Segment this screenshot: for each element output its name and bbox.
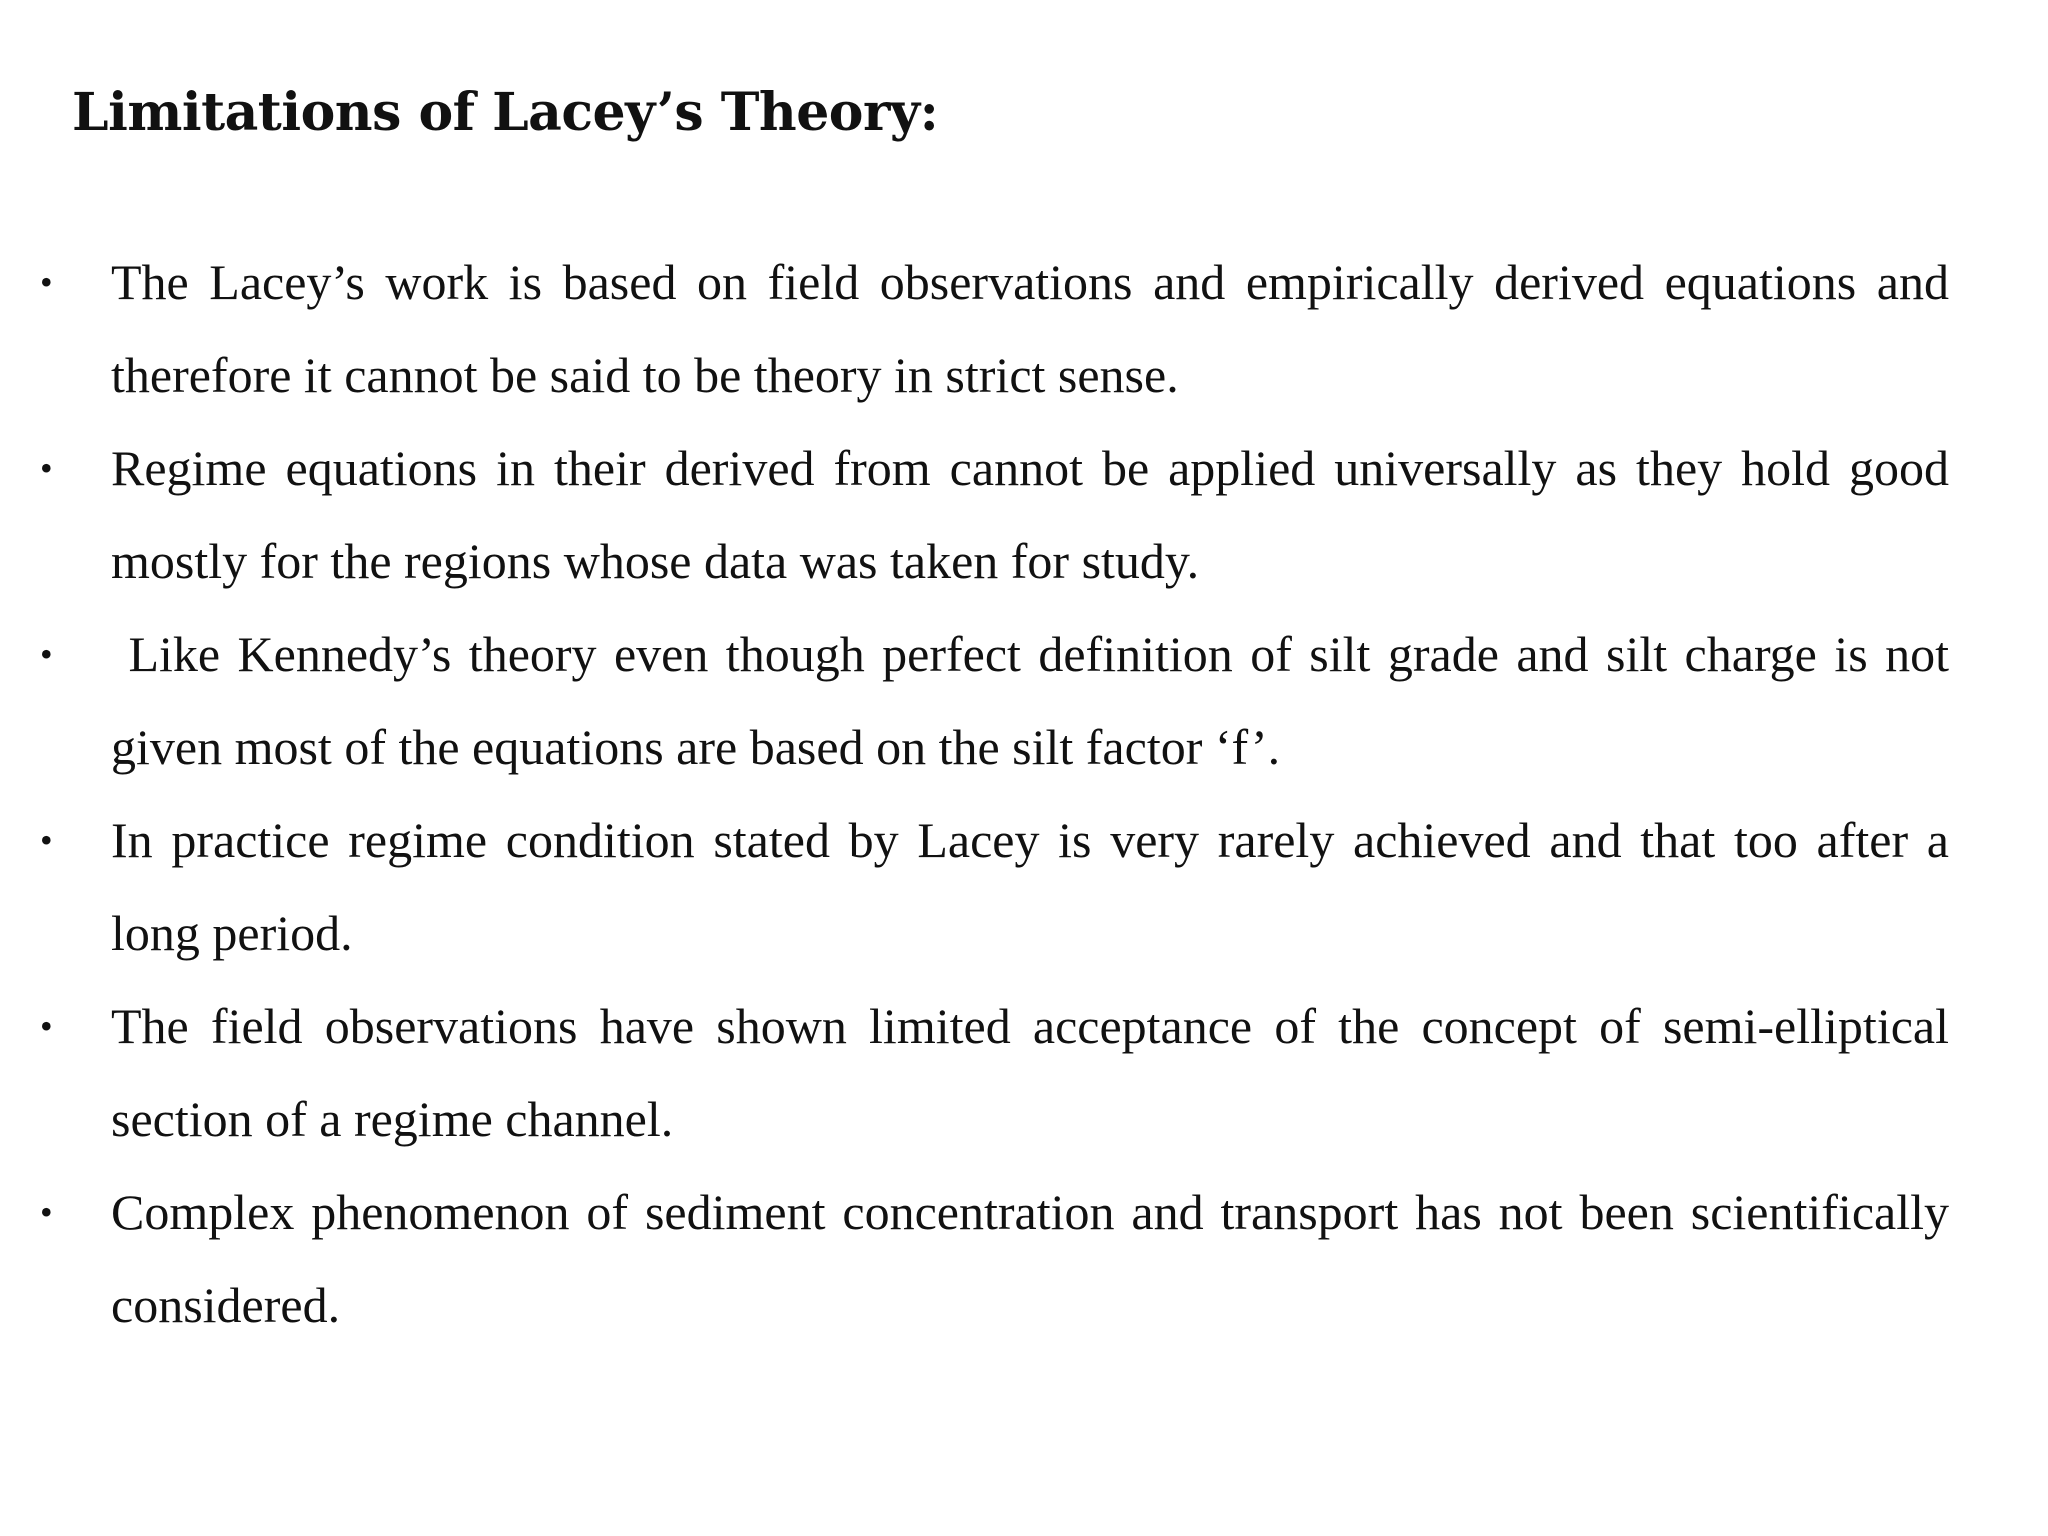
bullet-icon: •	[40, 820, 53, 860]
bullet-icon: •	[40, 1192, 53, 1232]
list-item	[40, 1166, 1949, 1352]
list-item-text: Complex phenomenon of sediment concentration and transport has not been scientifically considered.	[111, 1184, 1949, 1333]
list-item	[40, 608, 1962, 794]
list-item	[40, 980, 1949, 1166]
list-item-text: The field observations have shown limited acceptance of the concept of semi-elliptical section of a regime channel.	[111, 998, 1949, 1147]
slide-title: Limitations of Lacey’s Theory:	[72, 82, 939, 143]
list-item-text: Like Kennedy’s theory even though perfect definition of silt grade and silt charge is not given most of the equations are based on the silt factor ‘f’.	[111, 626, 1962, 775]
bullet-icon: •	[40, 634, 53, 674]
list-item	[40, 794, 1949, 980]
bullet-icon: •	[40, 262, 53, 302]
list-item	[40, 422, 1949, 608]
bullet-icon: •	[40, 1006, 53, 1046]
list-item	[40, 236, 1949, 422]
list-item-text: The Lacey’s work is based on field observations and empirically derived equations and therefore it cannot be said to be theory in strict sense.	[111, 254, 1949, 403]
limitations-list	[40, 236, 2020, 1352]
list-item-text: Regime equations in their derived from cannot be applied universally as they hold good mostly for the regions whose data was taken for study.	[111, 440, 1949, 589]
list-item-text: In practice regime condition stated by Lacey is very rarely achieved and that too after a long period.	[111, 812, 1949, 961]
bullet-icon: •	[40, 448, 53, 488]
